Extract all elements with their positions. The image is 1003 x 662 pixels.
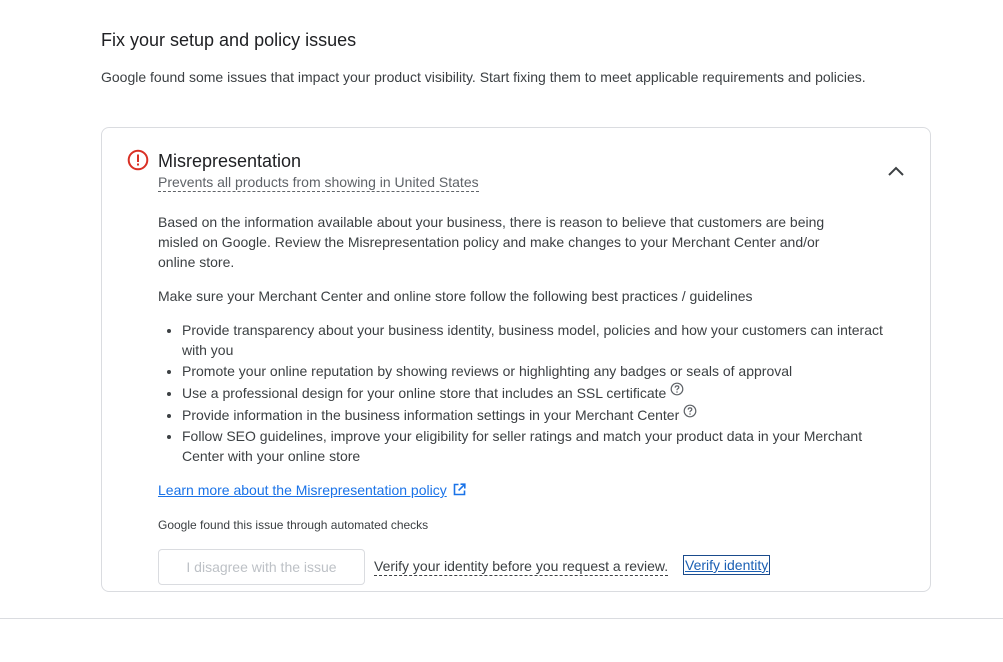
guideline-item: • Promote your online reputation by showing reviews or highlighting any badges or seals of approval xyxy=(182,361,892,381)
divider xyxy=(0,618,1003,619)
guideline-item: • Use a professional design for your online store that includes an SSL certificate xyxy=(182,382,892,403)
section-title: Fix your setup and policy issues xyxy=(101,30,357,50)
guidelines-intro: Make sure your Merchant Center and online store follow the following best practices / guidelines xyxy=(158,288,753,304)
detection-note: Google found this issue through automated checks xyxy=(158,518,429,532)
help-icon[interactable] xyxy=(683,404,697,418)
external-link-icon xyxy=(453,483,466,496)
chevron-up-icon xyxy=(887,165,905,177)
issue-title: Misrepresentation xyxy=(158,151,302,171)
verify-identity-link[interactable]: Verify identity xyxy=(685,557,769,573)
guideline-item: • Follow SEO guidelines, improve your eligibility for seller ratings and match your product data in your Merchant Center with your online store xyxy=(182,426,892,466)
guideline-item: • Provide transparency about your business identity, business model, policies and how your customers can interact with you xyxy=(182,320,892,360)
help-icon[interactable] xyxy=(670,382,684,396)
error-circle-icon xyxy=(127,149,149,171)
guideline-item: • Provide information in the business information settings in your Merchant Center xyxy=(182,404,892,425)
disagree-button[interactable]: I disagree with the issue xyxy=(158,549,365,585)
verify-note: Verify your identity before you request a review. xyxy=(374,558,669,574)
guidelines-list xyxy=(158,320,892,467)
learn-more-link[interactable]: Learn more about the Misrepresentation policy xyxy=(158,480,466,500)
issue-impact: Prevents all products from showing in United States xyxy=(158,174,479,190)
section-description: Google found some issues that impact your product visibility. Start fixing them to meet applicable requirements and policies. xyxy=(101,69,866,85)
issue-description: Based on the information available about your business, there is reason to believe that customers are being misled on Google. Review the Misrepresentation policy and make changes to your Merchant Center and/or online store. xyxy=(158,214,825,270)
issue-card xyxy=(101,127,931,592)
collapse-button[interactable] xyxy=(881,158,911,184)
